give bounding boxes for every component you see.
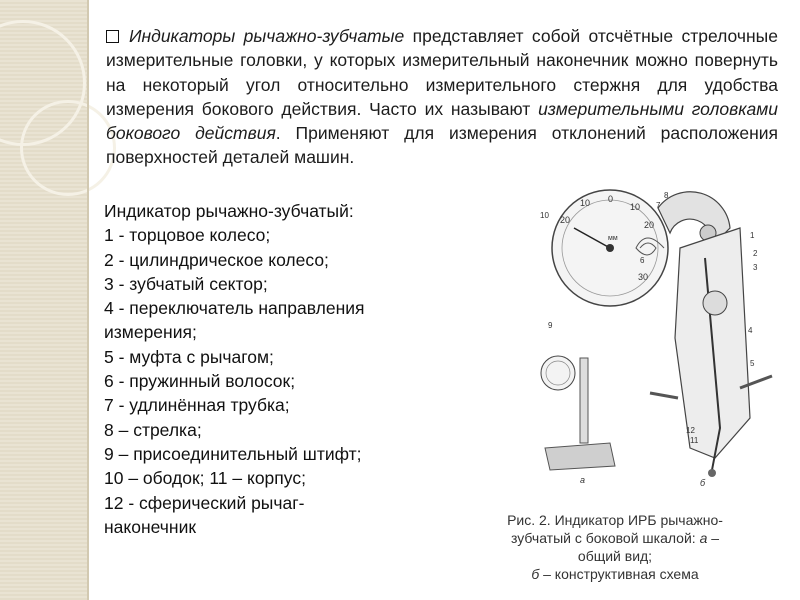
intro-text-1: представляет собой отсчётные стрелочные измерительные головки, у которых измерительный наконечник можно повернуть на некоторый угол относительно измерительного стержня для удобства измерения бокового действия. Часто их называют xyxy=(106,26,778,119)
handle-left xyxy=(650,393,678,398)
dial-number: 20 xyxy=(644,220,655,230)
list-item: 2 - цилиндрическое колесо; xyxy=(104,249,329,270)
clutch xyxy=(703,291,727,315)
dial-number: 10 xyxy=(630,202,641,212)
decorative-ring xyxy=(20,100,116,196)
list-item: 4 - переключатель направления xyxy=(104,298,365,319)
dial-number: 20 xyxy=(560,215,571,225)
list-item: 1 - торцовое колесо; xyxy=(104,225,271,246)
parts-list xyxy=(104,199,454,539)
small-base xyxy=(545,443,615,470)
checkbox-bullet-icon xyxy=(106,30,119,43)
intro-term-2: измерительными головками бокового действия xyxy=(106,98,778,144)
decorative-strip xyxy=(0,0,88,600)
tip-ball xyxy=(708,469,716,477)
caption-line: Рис. 2. Индикатор ИРБ рычажно- xyxy=(507,512,723,528)
part-number: 6 xyxy=(640,256,645,265)
strip-border xyxy=(87,0,89,600)
caption-line: общий вид; xyxy=(577,548,653,564)
list-item: 10 – ободок; 11 – корпус; xyxy=(104,468,306,489)
caption-line: б – конструктивная схема xyxy=(531,566,699,582)
list-item: измерения; xyxy=(104,322,197,343)
part-number: 1 xyxy=(750,231,755,240)
part-number: 11 xyxy=(690,436,699,445)
list-item: 9 – присоединительный штифт; xyxy=(104,443,362,464)
list-item: 3 - зубчатый сектор; xyxy=(104,273,268,294)
list-item: 5 - муфта с рычагом; xyxy=(104,346,274,367)
part-number: 8 xyxy=(664,191,669,200)
intro-term: Индикаторы рычажно-зубчатые xyxy=(129,26,405,46)
list-item: 7 - удлинённая трубка; xyxy=(104,395,290,416)
dial-number: 0 xyxy=(608,194,614,204)
indicator-drawing xyxy=(540,188,780,488)
part-number: 4 xyxy=(748,326,753,335)
small-stand xyxy=(580,358,588,443)
intro-paragraph xyxy=(106,24,778,170)
list-item: 12 - сферический рычаг- xyxy=(104,492,305,513)
view-label: б xyxy=(700,478,706,488)
part-number: 7 xyxy=(656,201,661,210)
list-item: наконечник xyxy=(104,516,197,537)
intro-text-2: . Применяют для измерения отклонений расположения поверхностей деталей машин. xyxy=(106,123,778,168)
list-item: 6 - пружинный волосок; xyxy=(104,371,296,392)
part-number: 12 xyxy=(686,426,695,435)
view-label: а xyxy=(580,475,586,485)
part-number: 5 xyxy=(750,359,755,368)
part-number: 2 xyxy=(753,249,758,258)
part-number: 10 xyxy=(540,211,549,220)
dial-number: 30 xyxy=(638,272,649,282)
caption-line: зубчатый с боковой шкалой: а – xyxy=(510,530,720,546)
parts-list-title: Индикатор рычажно-зубчатый: xyxy=(104,201,354,221)
dial-number: 10 xyxy=(580,198,591,208)
dial-unit: мм xyxy=(608,235,618,242)
dial-hub xyxy=(606,244,614,252)
part-number: 9 xyxy=(548,321,553,330)
part-number: 3 xyxy=(753,263,758,272)
figure-caption xyxy=(470,511,760,583)
list-item: 8 – стрелка; xyxy=(104,419,202,440)
